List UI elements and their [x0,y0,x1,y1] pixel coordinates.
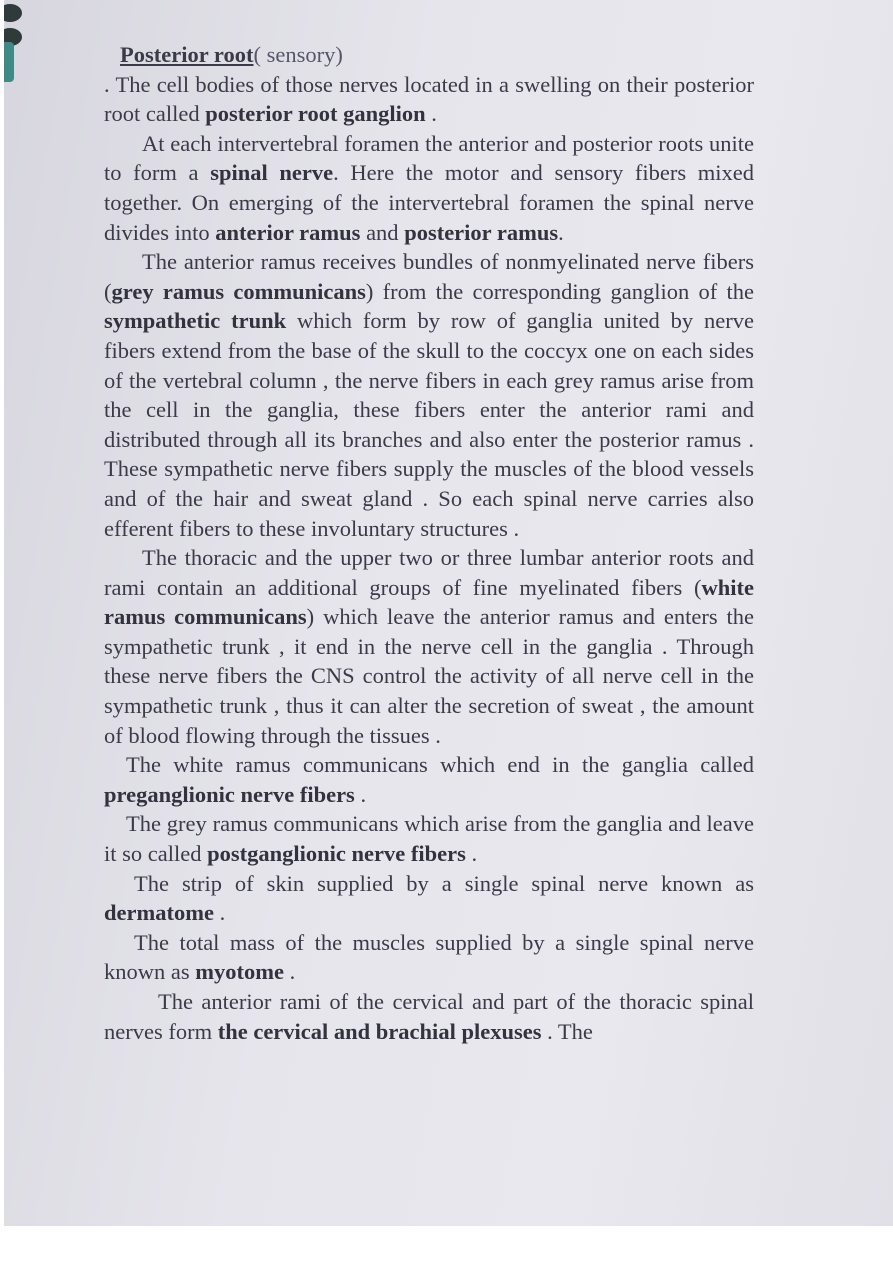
text-run: . The [541,1018,593,1044]
bold-term: anterior ramus [215,219,361,245]
text-run: The grey ramus communicans which arise from the ganglia and leave it so called [104,811,754,867]
text-run: ) from the corresponding ganglion of the [365,278,754,304]
paragraph [104,987,754,1046]
bold-term: dermatome [104,900,214,926]
document-photo [4,0,893,1226]
bold-term: myotome [195,959,284,985]
bold-term: posterior ramus [404,219,559,245]
bold-term: the cervical and brachial plexuses [217,1018,542,1044]
binder-hole [4,4,22,22]
text-run: At each intervertebral foramen the anterior and posterior roots unite to form a [104,130,754,186]
section-heading [104,40,754,70]
text-run: . [283,959,296,985]
text-run: . The cell bodies of those nerves located in a swelling on their posterior root called [104,71,754,127]
text-run: . [558,219,564,245]
text-run: . [213,900,226,926]
text-run: ) which leave the anterior ramus and enters the sympathetic trunk , it end in the nerve cell in the ganglia . Through these nerve fibers the CNS control the activity of all nerve cell in the sympathetic trunk , thus it can alter the secretion of sweat , the amount of blood flowing through the tissues . [104,604,754,748]
bold-term: posterior root ganglion [205,101,426,127]
paragraph [104,247,754,543]
paragraph [104,543,754,750]
paragraph [104,869,754,928]
text-run: The white ramus communicans which end in the ganglia called [126,752,754,778]
text-run: The anterior ramus receives bundles of nonmyelinated nerve fibers ( [104,249,754,304]
text-run: . [354,781,367,807]
paragraph [104,129,754,247]
paragraph [104,928,754,987]
text-run: . [425,101,437,127]
bold-term: grey ramus communicans [111,278,366,304]
text-run: The strip of skin supplied by a single spinal nerve known as [134,870,754,896]
bold-term: preganglionic nerve fibers [104,781,355,807]
binder-clip [4,0,34,110]
heading-rest: ( sensory) [253,42,343,67]
paragraph [104,70,754,129]
text-run: The anterior rami of the cervical and part of the thoracic spinal nerves form [104,989,754,1044]
paragraph [104,809,754,868]
text-run: which form by row of ganglia united by nerve fibers extend from the base of the skull to the coccyx one on each sides of the vertebral column , the nerve fibers in each grey ramus arise from the cell in the ganglia, these fibers enter the anterior rami and distributed through all its branches and also enter the posterior ramus . These sympathetic nerve fibers supply the muscles of the blood vessels and of the hair and sweat gland . So each spinal nerve carries also efferent fibers to these involuntary structures . [104,308,754,541]
paragraph [104,750,754,809]
text-run: . Here the motor and sensory fibers mixed together. On emerging of the intervertebral foramen the spinal nerve divides into [104,160,754,245]
bold-term: postganglionic nerve fibers [207,841,466,867]
bold-term: white ramus communicans [104,574,754,630]
text-run: and [360,219,405,245]
text-run: The thoracic and the upper two or three lumbar anterior roots and rami contain an additional groups of fine myelinated fibers ( [104,545,754,600]
text-run: The total mass of the muscles supplied by a single spinal nerve known as [104,929,754,985]
bold-term: sympathetic trunk [104,308,287,334]
heading-underlined: Posterior root [120,42,254,67]
binder-tab [4,42,14,82]
document-body [104,40,754,1046]
text-run: . [465,841,478,867]
bold-term: spinal nerve [210,160,334,186]
